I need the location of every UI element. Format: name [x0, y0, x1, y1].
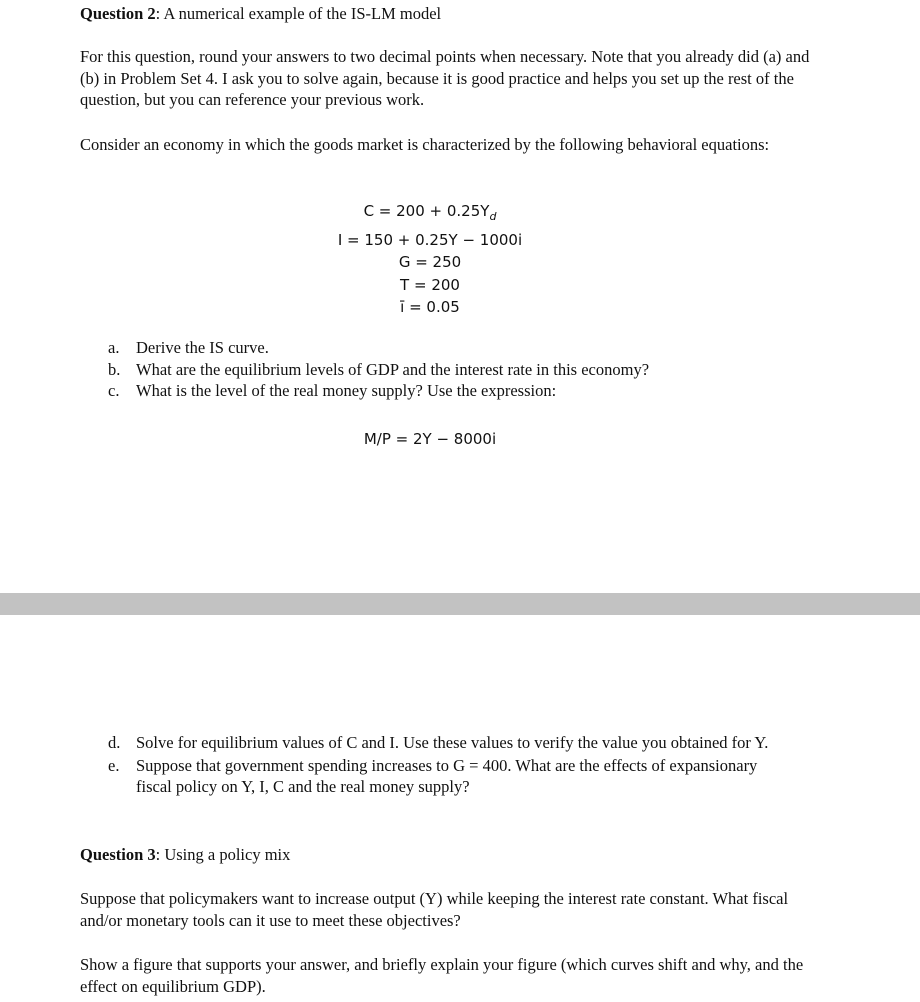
question-list-abc — [108, 337, 888, 402]
list-item: e. Suppose that government spending increases to G = 400. What are the effects of expansionary fiscal policy on Y, I, C and the real money supply? — [108, 755, 758, 796]
eq-consumption: $C = 200 + 0.25Y_d$ — [363, 202, 497, 223]
title-bold: Question 3 — [80, 845, 156, 864]
list-item: b. What are the equilibrium levels of GDP and the interest rate in this economy? — [108, 359, 650, 379]
q3-paragraph-1: Suppose that policymakers want to increase output (Y) while keeping the interest rate constant. What fiscal and/or monetary tools can it use to meet these objectives? — [80, 889, 789, 930]
question-3-title — [80, 844, 860, 866]
eq-investment: I = 150 + 0.25Y − 1000i — [337, 230, 523, 249]
q3-paragraph-2: Show a figure that supports your answer, and briefly explain your figure (which curves shift and why, and the effect on equilibrium GDP). — [80, 955, 804, 996]
title-rest: : Using a policy mix — [155, 845, 291, 864]
question-2-title — [80, 3, 860, 25]
eq-government: G = 250 — [398, 253, 462, 271]
eq-taxes: T = 200 — [400, 275, 460, 294]
title-bold: Question 2 — [80, 4, 156, 23]
list-item: a. Derive the IS curve. — [108, 338, 269, 357]
list-item: d. Solve for equilibrium values of C and I. Use these values to verify the value you obtained for Y. — [108, 733, 769, 752]
question-list-de — [108, 732, 788, 798]
consider-paragraph: Consider an economy in which the goods market is characterized by the following behavioral equations: — [80, 135, 770, 154]
eq-interest: ī = 0.05 — [400, 298, 460, 316]
equations — [280, 200, 580, 319]
title-rest: : A numerical example of the IS-LM model — [155, 4, 442, 23]
list-item: c. What is the level of the real money supply? Use the expression: — [108, 381, 557, 400]
page-divider — [0, 593, 920, 615]
money-equation: M/P = 2Y − 8000i — [363, 430, 497, 448]
intro-paragraph: For this question, round your answers to two decimal points when necessary. Note that you already did (a) and (b) in Problem Set 4. I ask you to solve again, because it is good practice and helps you set up the rest of the question, but you can reference your previous work. — [80, 47, 810, 109]
